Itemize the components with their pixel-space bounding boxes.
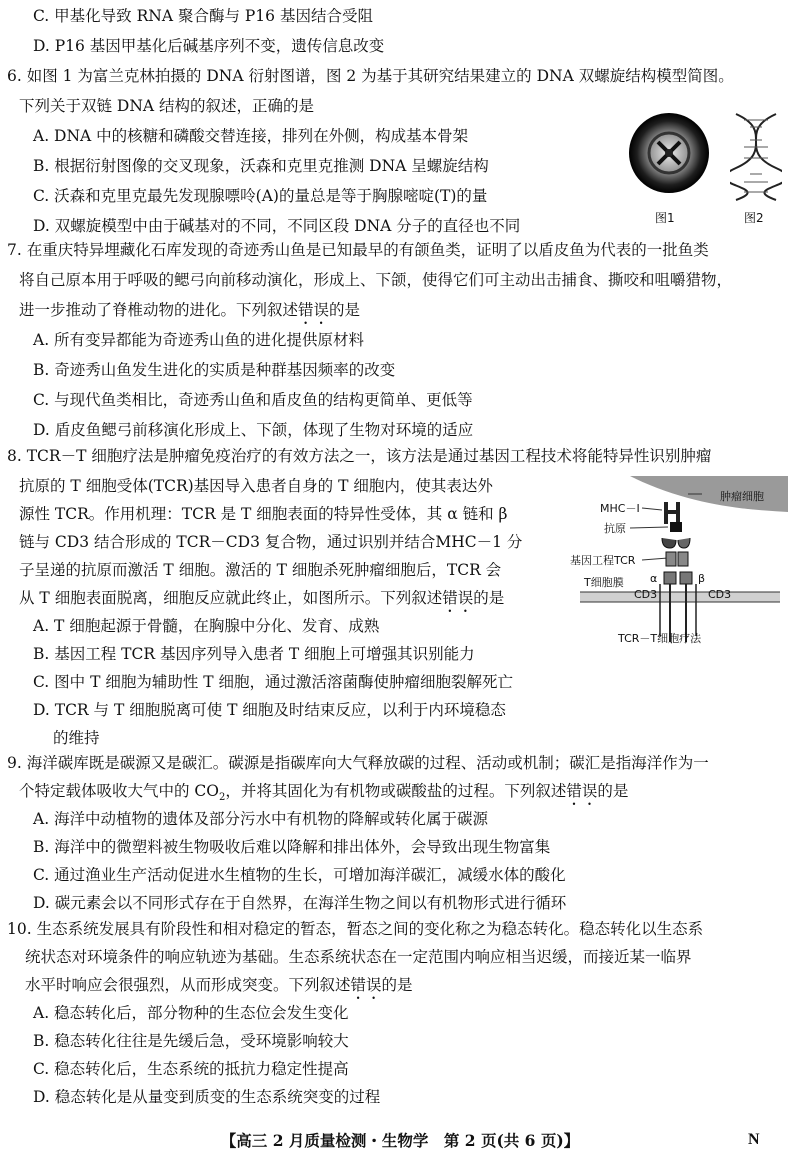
q10-option-d: D. 稳态转化是从量变到质变的生态系统突变的过程: [33, 1088, 381, 1106]
beta-label: β: [698, 572, 706, 585]
q9-option-b: B. 海洋中的微塑料被生物吸收后难以降解和排出体外，会导致出现生物富集: [33, 838, 551, 856]
q7-option-c: C. 与现代鱼类相比，奇迹秀山鱼和盾皮鱼的结构更简单、更低等: [33, 391, 473, 409]
q9-option-a: A. 海洋中动植物的遗体及部分污水中有机物的降解或转化属于碳源: [33, 810, 489, 828]
q10-option-a: A. 稳态转化后，部分物种的生态位会发生变化: [33, 1004, 349, 1022]
tcr-t-therapy-diagram: [570, 476, 788, 698]
q10-option-b: B. 稳态转化往往是先缓后急，受环境影响较大: [33, 1032, 349, 1050]
page-footer: 【高三 2 月质量检测・生物学 第 2 页(共 6 页)】: [220, 1131, 580, 1150]
q8-option-a: A. T 细胞起源于骨髓，在胸腺中分化、发育、成熟: [33, 617, 380, 635]
q7-stem-line1: 7. 在重庆特异埋藏化石库发现的奇迹秀山鱼是已知最早的有颌鱼类，证明了以盾皮鱼为代表的一批鱼类: [7, 241, 709, 259]
q8-stem-line3: 源性 TCR。作用机理：TCR 是 T 细胞表面的特异性受体，其 α 链和 β: [19, 505, 508, 523]
q10-option-c: C. 稳态转化后，生态系统的抵抗力稳定性提高: [33, 1060, 349, 1078]
tumor-cell-shape: [630, 476, 788, 512]
figure-2-label: 图2: [744, 211, 764, 225]
q8-option-b: B. 基因工程 TCR 基因序列导入患者 T 细胞上可增强其识别能力: [33, 645, 475, 663]
diagram-caption: TCR－T细胞疗法: [618, 632, 702, 645]
q10-stem-line1: 10. 生态系统发展具有阶段性和相对稳定的暂态，暂态之间的变化称之为稳态转化。稳态转化以生态系: [7, 920, 704, 938]
q9-option-d: D. 碳元素会以不同形式存在于自然界，在海洋生物之间以有机物形式进行循环: [33, 894, 567, 912]
q7-option-a: A. 所有变异都能为奇迹秀山鱼的进化提供原材料: [33, 331, 365, 349]
q5-option-c: C. 甲基化导致 RNA 聚合酶与 P16 基因结合受阻: [33, 7, 373, 25]
q6-stem-line1: 6. 如图 1 为富兰克林拍摄的 DNA 衍射图谱，图 2 为基于其研究结果建立的 DNA 双螺旋结构模型简图。: [7, 67, 734, 85]
q8-stem-line1: 8. TCR－T 细胞疗法是肿瘤免疫治疗的有效方法之一，该方法是通过基因工程技术将能特异性识别肿瘤: [7, 447, 712, 465]
q10-stem-line3: 水平时响应会很强烈，从而形成突变。下列叙述错误的是: [25, 976, 413, 994]
q9-stem-line2: 个特定载体吸收大气中的 $CO_2$，并将其固化为有机物或碳酸盐的过程。下列叙述错误的是: [19, 782, 629, 804]
q10-stem-line2: 统状态对环境条件的响应轨迹为基础。生态系统状态在一定范围内响应相当迟缓，而接近某一临界: [25, 948, 692, 966]
membrane-label: T细胞膜: [584, 576, 624, 589]
antigen-shape: [670, 522, 682, 532]
q8-option-d-line1: D. TCR 与 T 细胞脱离可使 T 细胞及时结束反应，以利于内环境稳态: [33, 701, 506, 719]
q6-stem-line2: 下列关于双链 DNA 结构的叙述，正确的是: [19, 97, 315, 115]
q8-option-c: C. 图中 T 细胞为辅助性 T 细胞，通过激活溶菌酶使肿瘤细胞裂解死亡: [33, 673, 514, 691]
tcr-label: 基因工程TCR: [570, 554, 636, 567]
dna-diffraction-image: [628, 112, 710, 194]
cd3-right-label: CD3: [708, 588, 732, 601]
q8-stem-line5: 子呈递的抗原而激活 T 细胞。激活的 T 细胞杀死肿瘤细胞后，TCR 会: [19, 561, 502, 579]
q9-stem-line1: 9. 海洋碳库既是碳源又是碳汇。碳源是指碳库向大气释放碳的过程、活动或机制；碳汇是指海洋作为一: [7, 754, 709, 772]
q9-option-c: C. 通过渔业生产活动促进水生植物的生长，可增加海洋碳汇，减缓水体的酸化: [33, 866, 566, 884]
page-letter: N: [748, 1131, 760, 1148]
q6-option-c: C. 沃森和克里克最先发现腺嘌呤(A)的量总是等于胸腺嘧啶(T)的量: [33, 187, 488, 205]
q7-stem-line3: 进一步推动了脊椎动物的进化。下列叙述错误的是: [19, 301, 361, 319]
tumor-cell-label: 肿瘤细胞: [720, 490, 764, 503]
q8-stem-line2: 抗原的 T 细胞受体(TCR)基因导入患者自身的 T 细胞内，使其表达外: [19, 477, 493, 495]
alpha-label: α: [650, 572, 658, 585]
q6-option-d: D. 双螺旋模型中由于碱基对的不同，不同区段 DNA 分子的直径也不同: [33, 217, 521, 235]
q8-stem-line6: 从 T 细胞表面脱离，细胞反应就此终止，如图所示。下列叙述错误的是: [19, 589, 505, 607]
q7-stem-line2: 将自己原本用于呼吸的鳃弓向前移动演化，形成上、下颌，使得它们可主动出击捕食、撕咬和咀嚼猎物，: [19, 271, 733, 289]
q7-option-d: D. 盾皮鱼鳃弓前移演化形成上、下颌，体现了生物对环境的适应: [33, 421, 474, 439]
mhc-label: MHC－I: [600, 502, 640, 515]
t-cell-membrane: [580, 592, 780, 602]
cd3-left-label: CD3: [634, 588, 658, 601]
q6-option-b: B. 根据衍射图像的交叉现象，沃森和克里克推测 DNA 呈螺旋结构: [33, 157, 489, 175]
dna-double-helix-diagram: [730, 112, 782, 202]
q8-option-d-line2: 的维持: [53, 729, 100, 747]
figure-1-label: 图1: [655, 211, 675, 225]
q8-stem-line4: 链与 CD3 结合形成的 TCR－CD3 复合物，通过识别并结合MHC－1 分: [19, 533, 523, 551]
q5-option-d: D. P16 基因甲基化后碱基序列不变，遗传信息改变: [33, 37, 385, 55]
q6-option-a: A. DNA 中的核糖和磷酸交替连接，排列在外侧，构成基本骨架: [33, 127, 469, 145]
q7-option-b: B. 奇迹秀山鱼发生进化的实质是种群基因频率的改变: [33, 361, 396, 379]
antigen-label: 抗原: [604, 522, 626, 535]
